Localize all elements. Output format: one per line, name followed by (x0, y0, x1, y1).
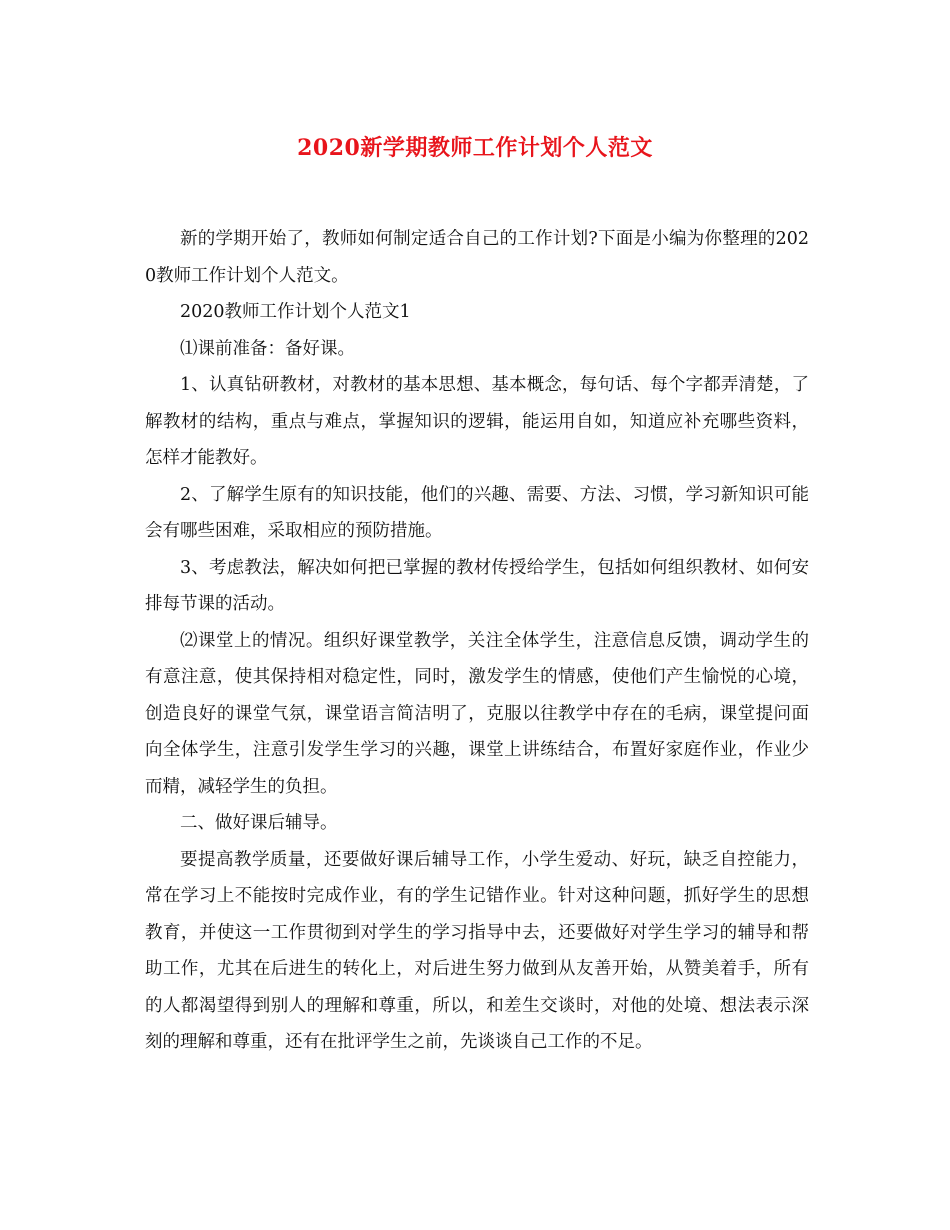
paragraph-lesson-prep: ⑴课前准备：备好课。 (180, 338, 355, 359)
paragraph-item-2: 2、了解学生原有的知识技能，他们的兴趣、需要、方法、习惯，学习新知识可能会有哪些困难，采取相应的预防措施。 (145, 484, 809, 541)
paragraph-after-class-heading: 二、做好课后辅导。 (180, 813, 338, 833)
paragraph-item-1: 1、认真钻研教材，对教材的基本思想、基本概念，每句话、每个字都弄清楚，了解教材的结构，重点与难点，掌握知识的逻辑，能运用自如，知道应补充哪些资料，怎样才能教好。 (145, 375, 809, 468)
paragraph-after-class: 要提高教学质量，还要做好课后辅导工作，小学生爱动、好玩，缺乏自控能力，常在学习上不能按时完成作业，有的学生记错作业。针对这种问题，抓好学生的思想教育，并使这一工作贯彻到对学生的学习指导中去，还要做好对学生学习的辅导和帮助工作，尤其在后进生的转化上，对后进生努力做到从友善开始，从赞美着手，所有的人都渴望得到别人的理解和尊重，所以，和差生交谈时，对他的处境、想法表示深刻的理解和尊重，还有在批评学生之前，先谈谈自己工作的不足。 (145, 849, 809, 1052)
paragraph-section-heading: 2020教师工作计划个人范文1 (180, 302, 411, 322)
paragraph-intro: 新的学期开始了，教师如何制定适合自己的工作计划?下面是小编为你整理的2020教师工作计划个人范文。 (145, 229, 809, 286)
document-title: 2020新学期教师工作计划个人范文 (297, 135, 653, 161)
paragraph-classroom: ⑵课堂上的情况。组织好课堂教学，关注全体学生，注意信息反馈，调动学生的有意注意，使其保持相对稳定性，同时，激发学生的情感，使他们产生愉悦的心境，创造良好的课堂气氛，课堂语言简洁明了，克服以往教学中存在的毛病，课堂提问面向全体学生，注意引发学生学习的兴趣，课堂上讲练结合，布置好家庭作业，作业少而精，减轻学生的负担。 (145, 630, 809, 797)
paragraph-item-3: 3、考虑教法，解决如何把已掌握的教材传授给学生，包括如何组织教材、如何安排每节课的活动。 (145, 557, 809, 614)
document-body (145, 221, 809, 1061)
